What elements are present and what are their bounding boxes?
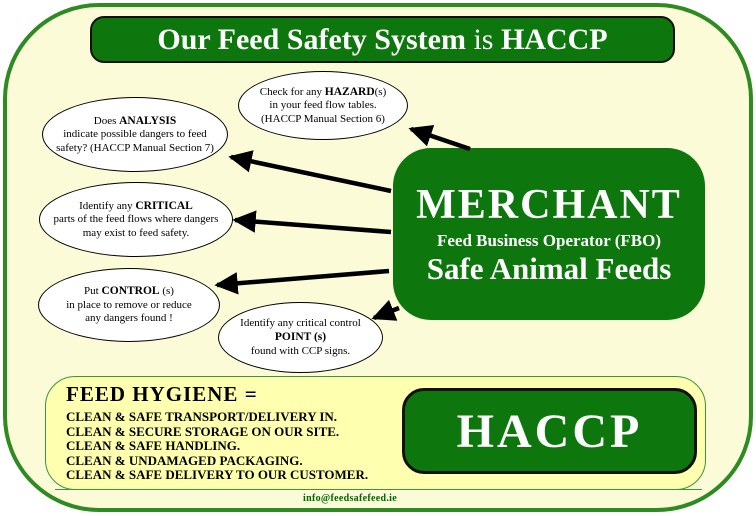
merchant-subtitle: Feed Business Operator (FBO) [437, 230, 661, 250]
bubble-critical-line3: may exist to feed safety. [82, 226, 190, 239]
title-regular: is [465, 22, 501, 56]
bubble-point-line3: found with CCP signs. [250, 344, 351, 357]
bubble-control-line2: in place to remove or reduce [66, 298, 192, 311]
bubble-point-line1: Identify any critical control [240, 317, 361, 330]
feed-hygiene-heading: FEED HYGIENE = [66, 382, 258, 406]
bubble-hazard-line1: Check for any HAZARD(s) [259, 85, 387, 98]
bubble-analysis-line3: safety? (HACCP Manual Section 7) [56, 141, 214, 154]
footer-email: info@feedsafefeed.ie [303, 493, 397, 504]
bubble-analysis-line2: indicate possible dangers to feed [63, 128, 207, 141]
title-bold-right: HACCP [500, 22, 608, 56]
bubble-point [218, 302, 383, 373]
bubble-critical-line2: parts of the feed flows where dangers [53, 213, 219, 226]
bubble-hazard-line3: (HACCP Manual Section 6) [261, 112, 385, 125]
bubble-critical-line1: Identify any CRITICAL [79, 199, 193, 212]
bubble-critical [39, 182, 233, 257]
merchant-box [393, 148, 705, 320]
feed-hygiene-text [66, 382, 406, 483]
bubble-control-line3: any dangers found ! [85, 312, 173, 325]
bubble-analysis [42, 97, 228, 172]
bubble-hazard [238, 71, 408, 140]
merchant-tagline: Safe Animal Feeds [426, 250, 672, 286]
feed-hygiene-item: CLEAN & SAFE TRANSPORT/DELIVERY IN. [66, 409, 338, 424]
bubble-analysis-line1: Does ANALYSIS [93, 114, 177, 127]
footer-divider [55, 489, 702, 490]
feed-hygiene-item: CLEAN & SECURE STORAGE ON OUR SITE. [66, 423, 340, 439]
bubble-hazard-line2: in your feed flow tables. [269, 99, 377, 112]
merchant-title: MERCHANT [416, 181, 682, 228]
feed-hygiene-item: CLEAN & SAFE DELIVERY TO OUR CUSTOMER. [66, 467, 369, 483]
bubble-control [38, 268, 220, 342]
bubble-point-line2: POINT (s) [274, 331, 327, 344]
feed-hygiene-item: CLEAN & SAFE HANDLING. [66, 438, 241, 454]
bubble-control-line1: Put CONTROL (s) [84, 285, 174, 298]
page-title [90, 16, 675, 63]
haccp-badge: HACCP [402, 388, 697, 474]
title-bold-left: Our Feed Safety System [157, 22, 466, 56]
feed-hygiene-item: CLEAN & UNDAMAGED PACKAGING. [66, 452, 303, 468]
